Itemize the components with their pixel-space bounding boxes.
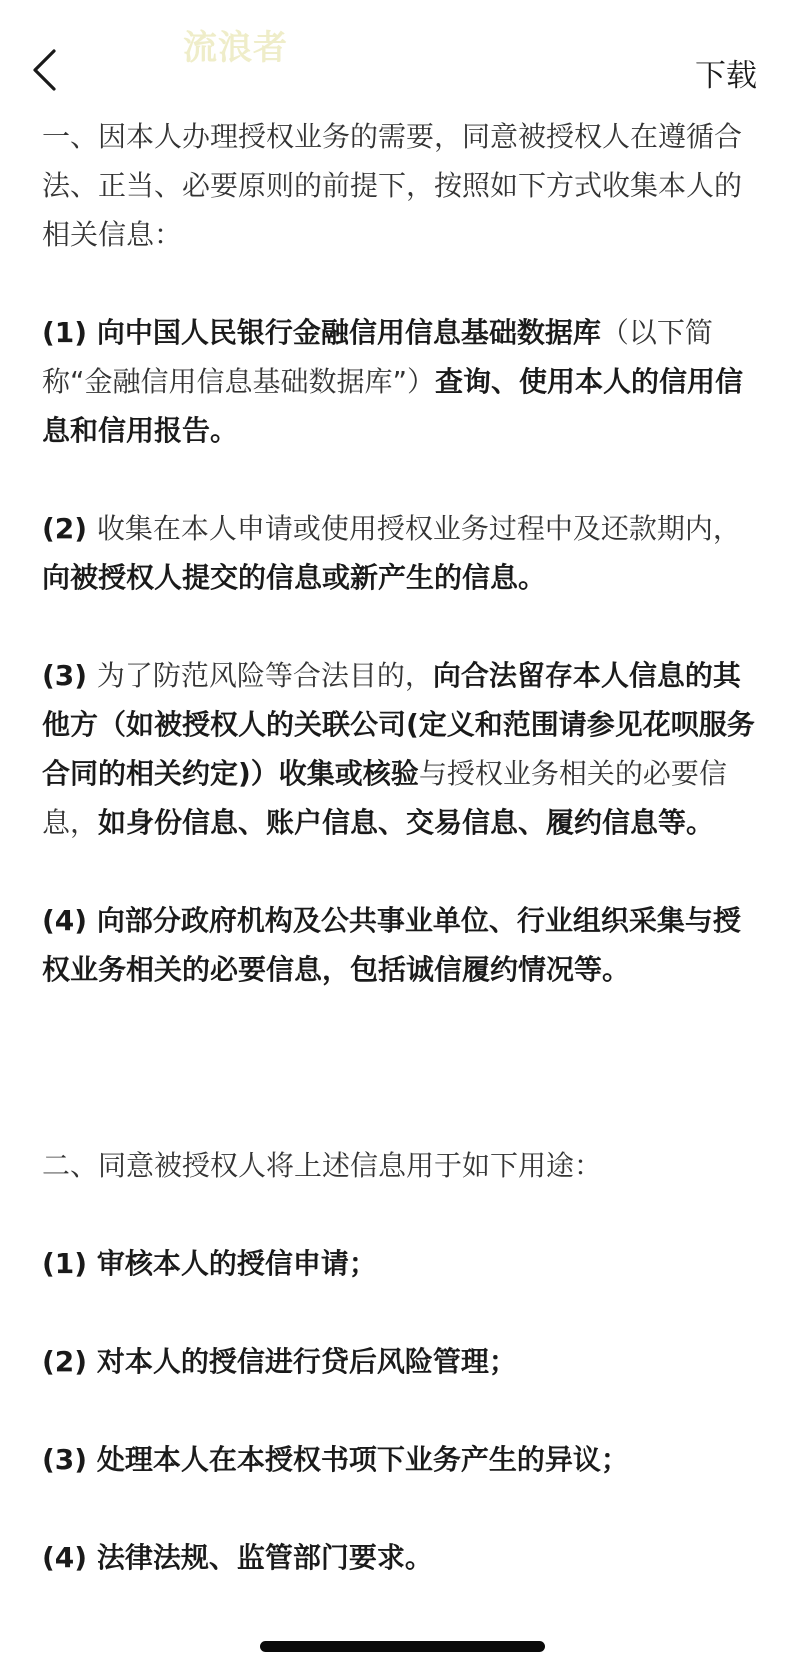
bold-text: 审核本人的授信申请； xyxy=(96,1247,377,1280)
download-button[interactable]: 下载 xyxy=(695,58,757,94)
bold-text: 处理本人在本授权书项下业务产生的异议； xyxy=(96,1443,629,1476)
bold-text: 向中国人民银行金融信用信息基础数据库 xyxy=(96,316,601,349)
item-number: (2) xyxy=(42,512,97,545)
watermark: 流浪者 xyxy=(183,28,288,68)
home-indicator[interactable] xyxy=(260,1641,545,1652)
normal-text: （以下简称“金融信用信息基础数据库”） xyxy=(42,316,713,398)
item-number: (3) xyxy=(42,1443,97,1476)
item-number: (2) xyxy=(42,1345,97,1378)
normal-text: 收集在本人申请或使用授权业务过程中及还款期内， xyxy=(96,512,741,545)
normal-text: 为了防范风险等合法目的， xyxy=(96,659,433,692)
bold-text: 法律法规、监管部门要求。 xyxy=(96,1541,433,1574)
bold-text: 向合法留存本人信息的其他方（如被授权人的关联公司(定义和范围请参见花呗服务合同的相关约定)）收集或核验 xyxy=(42,659,755,790)
item-number: (1) xyxy=(42,1247,97,1280)
section2-item-2 xyxy=(42,1337,764,1386)
section2-item-3 xyxy=(42,1435,764,1484)
section1-item-4 xyxy=(42,896,764,994)
section2-item-4 xyxy=(42,1533,764,1582)
item-number: (1) xyxy=(42,316,97,349)
bold-text: 向部分政府机构及公共事业单位、行业组织采集与授权业务相关的必要信息，包括诚信履约情况等。 xyxy=(42,904,741,986)
normal-text: 与授权业务相关的必要信息， xyxy=(42,757,727,839)
bold-text: 查询、使用本人的信用信息和信用报告。 xyxy=(42,365,744,447)
section1-item-1 xyxy=(42,308,764,455)
item-number: (4) xyxy=(42,1541,97,1574)
top-nav-bar xyxy=(0,0,805,118)
section1-item-2 xyxy=(42,504,764,602)
item-number: (3) xyxy=(42,659,97,692)
bold-text: 向被授权人提交的信息或新产生的信息。 xyxy=(42,561,547,594)
item-number: (4) xyxy=(42,904,97,937)
bold-text: 如身份信息、账户信息、交易信息、履约信息等。 xyxy=(98,806,715,839)
bold-text: 对本人的授信进行贷后风险管理； xyxy=(96,1345,517,1378)
section2-intro: 二、同意被授权人将上述信息用于如下用途： xyxy=(42,1149,603,1182)
chevron-left-icon xyxy=(30,48,60,92)
back-button[interactable] xyxy=(30,48,70,96)
authorization-text xyxy=(42,112,764,1631)
section1-item-3 xyxy=(42,651,764,847)
section1-intro: 一、因本人办理授权业务的需要，同意被授权人在遵循合法、正当、必要原则的前提下，按照如下方式收集本人的相关信息： xyxy=(42,120,743,251)
section2-item-1 xyxy=(42,1239,764,1288)
